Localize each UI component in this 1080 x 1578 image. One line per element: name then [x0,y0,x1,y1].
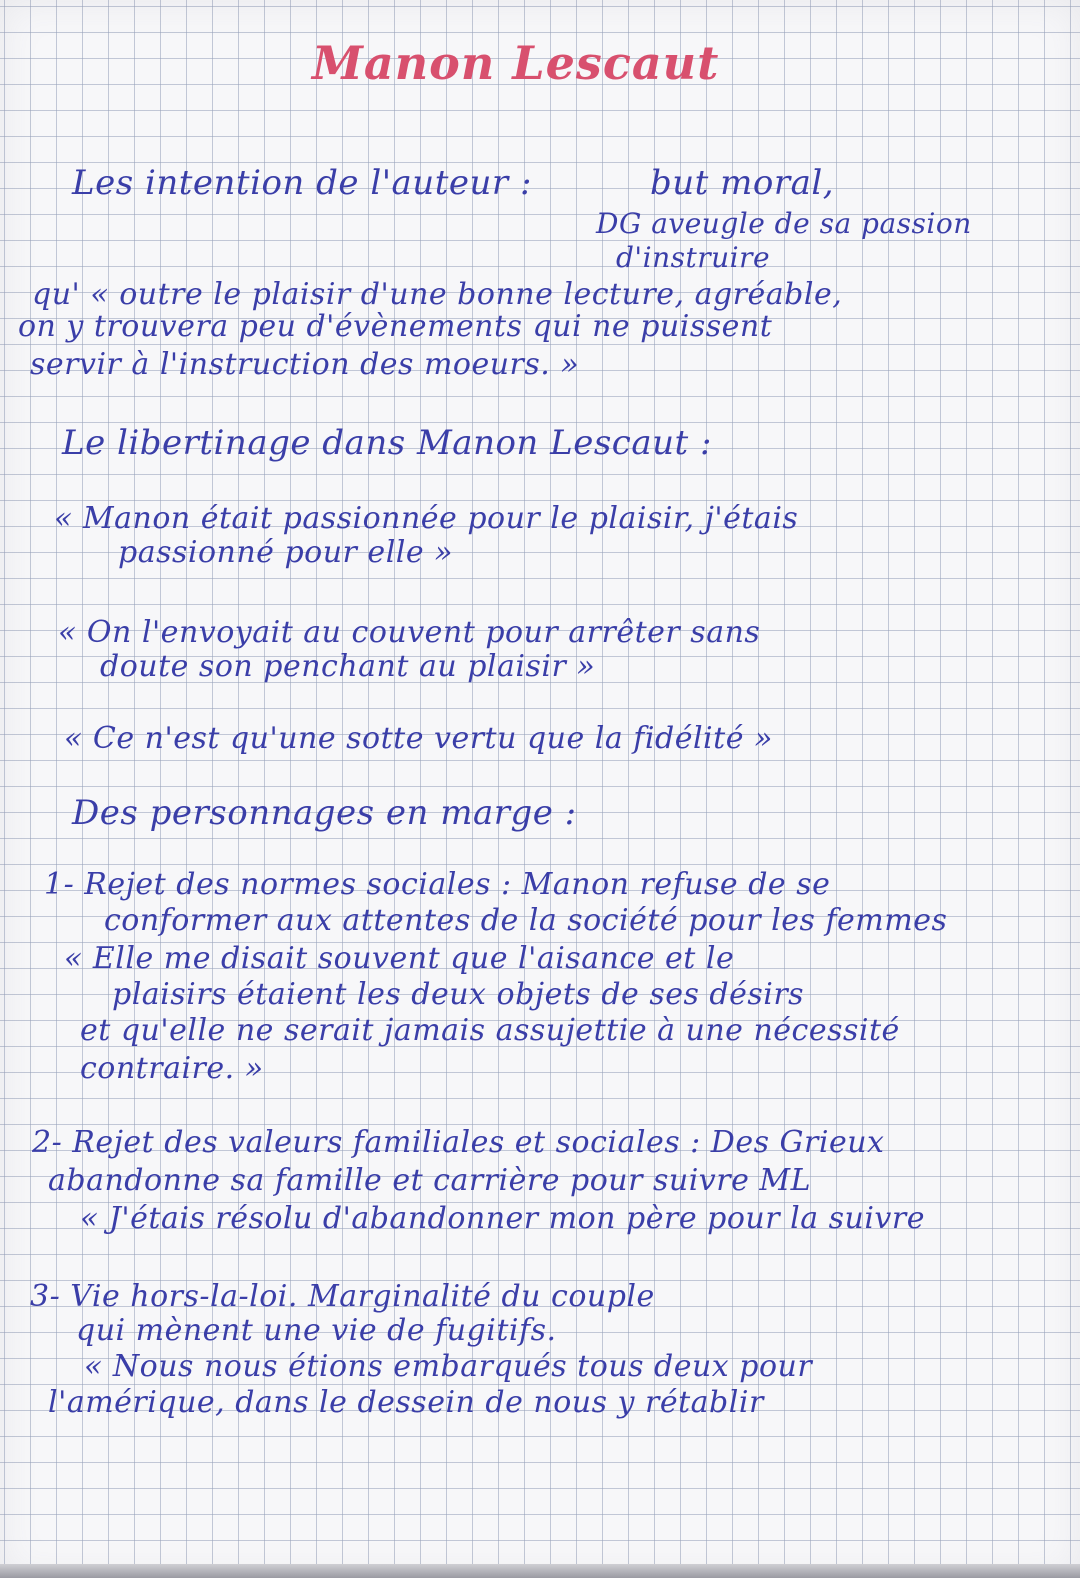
libertinage-quote-line: « Ce n'est qu'une sotte vertu que la fidélité » [64,721,773,756]
marge-point-line: qui mènent une vie de fugitifs. [76,1313,557,1348]
marge-quote-line: l'amérique, dans le dessein de nous y rétablir [48,1385,764,1420]
intentions-goal-instruire: d'instruire [616,241,771,274]
page-title: Manon Lescaut [312,36,720,90]
marge-quote-line: « Nous nous étions embarqués tous deux pour [84,1349,813,1384]
marge-point-line: abandonne sa famille et carrière pour suivre ML [48,1163,812,1198]
marge-quote-line: contraire. » [80,1051,264,1086]
libertinage-quote-line: « On l'envoyait au couvent pour arrêter sans [58,615,761,650]
intentions-quote-line: qu' « outre le plaisir d'une bonne lecture, agréable, [32,277,843,312]
libertinage-heading: Le libertinage dans Manon Lescaut : [62,423,712,463]
intentions-quote-line: on y trouvera peu d'évènements qui ne puissent [18,309,773,344]
marge-quote-line: plaisirs étaient les deux objets de ses désirs [112,977,805,1012]
libertinage-quote-line: doute son penchant au plaisir » [100,649,596,684]
marge-point-line: 3- Vie hors-la-loi. Marginalité du couple [30,1279,655,1314]
marge-point-line: 1- Rejet des normes sociales : Manon refuse de se [44,867,831,902]
intentions-quote-line: servir à l'instruction des moeurs. » [30,347,580,382]
marge-quote-line: « J'étais résolu d'abandonner mon père pour la suivre [80,1201,925,1236]
marge-quote-line: et qu'elle ne serait jamais assujettie à une nécessité [80,1013,900,1048]
page-bottom-edge [0,1564,1080,1578]
marge-quote-line: « Elle me disait souvent que l'aisance et le [64,941,735,976]
libertinage-quote-line: « Manon était passionnée pour le plaisir, j'étais [54,501,799,536]
intentions-goal-passion: DG aveugle de sa passion [596,207,972,240]
marge-point-line: conformer aux attentes de la société pour les femmes [104,903,948,938]
intentions-heading: Les intention de l'auteur : [72,163,532,203]
marge-point-line: 2- Rejet des valeurs familiales et sociales : Des Grieux [32,1125,885,1160]
intentions-goal-moral: but moral, [650,163,835,203]
marge-heading: Des personnages en marge : [72,793,577,833]
libertinage-quote-line: passionné pour elle » [118,535,454,570]
